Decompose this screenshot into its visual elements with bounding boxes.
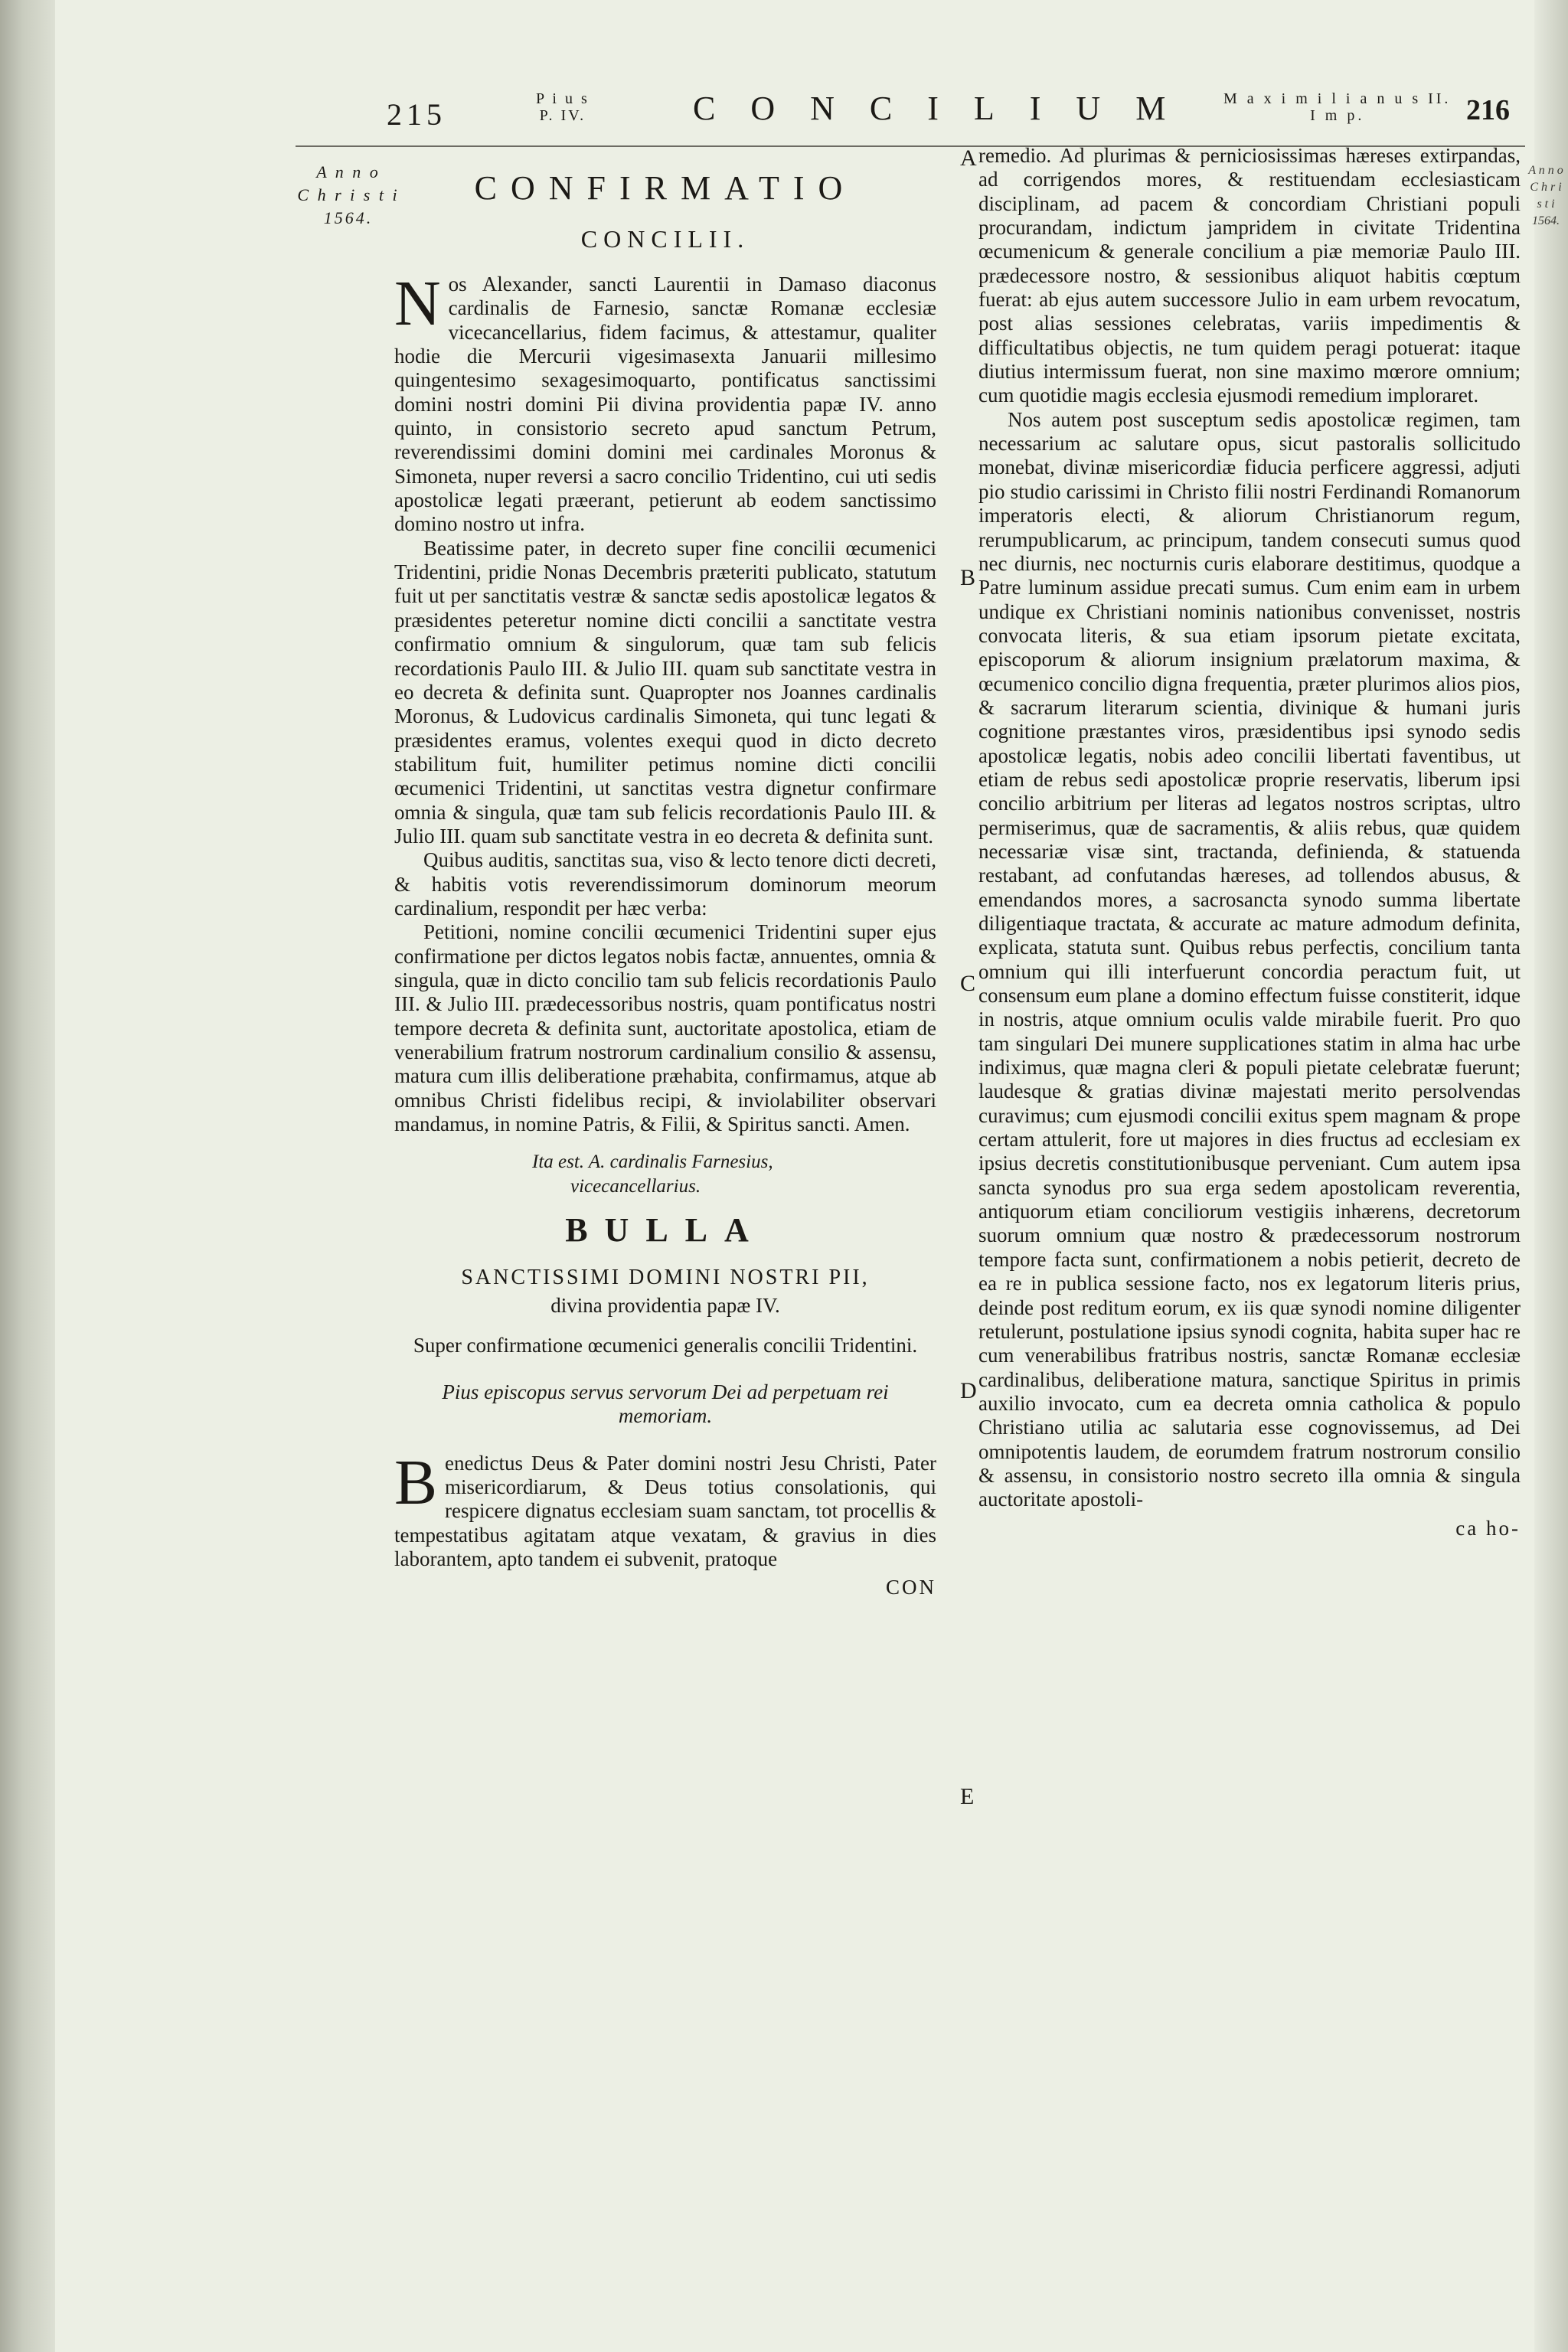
- drop-cap: B: [394, 1446, 438, 1518]
- right-column: [978, 144, 1521, 1540]
- pope-label-line2: P. IV.: [539, 107, 586, 124]
- anno-left-line2: C h r i s t i: [297, 185, 400, 204]
- page-edge: [1534, 0, 1568, 2352]
- pope-label: [536, 90, 590, 124]
- catchword: ca ho-: [1455, 1516, 1521, 1540]
- anno-left-line3: 1564.: [323, 208, 374, 227]
- paragraph: Petitioni, nomine concilii œcumenici Tridentini super ejus confirmatione per dictos legatos nobis factæ, annuentes, omnia & singula, quæ in dicto concilio tam sub felicis recordationis Paulo III. & Julio III. prædecessoribus nostris, quam pontificatus nostri tempore decreta & definita sunt, auctoritate apostolica, etiam de venerabilium fratrum nostrorum cardinalium consilio & assensu, matura cum illis deliberatione præhabita, confirmamus, atque ab omnibus Christi fidelibus recipi, & inviolabiliter observari mandamus, in nomine Patris, & Filii, & Spiritus sancti. Amen.: [394, 920, 936, 1136]
- page-number-left: 215: [387, 97, 446, 132]
- emperor-label-line1: M a x i m i l i a n u s II.: [1223, 90, 1452, 107]
- margin-letter-a: A: [960, 145, 977, 171]
- paragraph: remedio. Ad plurimas & perniciosissimas hæreses extirpandas, ad corrigendos mores, & restituendam ecclesiasticam disciplinam, ad pacem & concordiam Christiani populi procurandam, indictum jampridem in civitate Tridentina œcumenicum & generale concilium a piæ memoriæ Paulo III. prædecessore nostro, & sessionibus aliquot habitis cœptum fuerat: ab ejus autem successore Julio in eam urbem revocatum, post alias sessiones celebratas, variis impedimentis & difficultatibus objectis, ne tum quidem peragi potuerat: itaque diutius intermissum fuerat, non sine maximo mœrore omnium; cum quotidie magis ecclesia ejusmodi remedium imploraret.: [978, 144, 1521, 407]
- running-title: CONCILIUM: [693, 90, 1201, 127]
- catchword: CON: [885, 1576, 936, 1599]
- heading-confirmatio: CONFIRMATIO: [474, 169, 857, 207]
- drop-cap: N: [394, 268, 441, 339]
- paragraph: [394, 1446, 936, 1572]
- margin-letter-b: B: [960, 565, 976, 590]
- paragraph: Quibus auditis, sanctitas sua, viso & lecto tenore dicti decreti, & habitis votis reverendissimorum dominorum meorum cardinalium, respondit per hæc verba:: [394, 848, 936, 920]
- bulla-title-2: divina providentia papæ IV.: [550, 1294, 780, 1318]
- paragraph-text: enedictus Deus & Pater domini nostri Jesu Christi, Pater misericordiarum, & Deus totius consolationis, qui respicere dignatus ecclesiam suam sanctam, tot procellis & tempestatibus agitatam atque vexatam, & gravius in dies laborantem, apto tandem ei subvenit, pratoque: [394, 1451, 936, 1571]
- signature-line-2: vicecancellarius.: [570, 1175, 701, 1197]
- margin-letter-e: E: [960, 1784, 975, 1809]
- anno-right-line1: A n n o: [1528, 164, 1563, 177]
- left-column: [394, 144, 936, 1600]
- anno-right-line3: 1564.: [1532, 214, 1560, 227]
- book-gutter: [0, 0, 55, 2352]
- margin-letter-c: C: [960, 971, 976, 996]
- anno-right-line2: C h r i s t i: [1530, 181, 1562, 211]
- anno-left: [291, 161, 406, 230]
- anno-left-line1: A n n o: [316, 162, 381, 181]
- bulla-incipit: Pius episcopus servus servorum Dei ad perpetuam rei memoriam.: [442, 1380, 889, 1428]
- emperor-label-line2: I m p.: [1310, 107, 1365, 124]
- heading-concilii: CONCILII.: [580, 225, 750, 253]
- heading-bulla: BULLA: [565, 1211, 766, 1250]
- emperor-label: [1223, 90, 1451, 124]
- margin-letter-d: D: [960, 1378, 977, 1403]
- paragraph: Beatissime pater, in decreto super fine concilii œcumenici Tridentini, pridie Nonas Decembris præteriti publicato, statutum fuit ut per sanctitatis vestræ & sanctæ sedis apostolicæ legatos & præsidentes peteretur nomine dicti concilii a sanctitate vestra confirmatio omnium & singulorum, quæ tam sub felicis recordationis Paulo III. & Julio III. quam sub sanctitate vestra in eo decreta & definita sunt. Quapropter nos Joannes cardinalis Moronus, & Ludovicus cardinalis Simoneta, qui tunc legati & præsidentes eramus, volentes exequi quod in dicto decreto stabilitum fuit, humiliter petimus nomine dicti concilii œcumenici Tridentini, ut sanctitas vestra dignetur confirmare omnia & singula, quæ tam sub felicis recordationis Paulo III. & Julio III. quam sub sanctitate vestra in eo decreta & definita sunt.: [394, 536, 936, 848]
- paragraph: [394, 268, 936, 537]
- pope-label-line1: P i u s: [536, 90, 590, 107]
- anno-right: [1527, 162, 1564, 230]
- bulla-title-1: SANCTISSIMI DOMINI NOSTRI PII,: [461, 1266, 870, 1290]
- page-number-right: 216: [1466, 94, 1510, 126]
- paragraph: Nos autem post susceptum sedis apostolicæ regimen, tam necessarium ac salutare opus, sicut pastoralis sollicitudo monebat, divinæ misericordiæ fiducia perficere aggressi, adjuti pio studio carissimi in Christo filii nostri Ferdinandi Romanorum imperatoris electi, & aliorum Christianorum regum, rerumpublicarum, ac principum, tandem consecuti sumus quod nec diurnis, nec nocturnis curis elaborare destitimus, quodque a Patre luminum assidue precati sumus. Cum enim eam in urbem undique ex Christiani nominis nationibus convenisset, nostris convocata literis, & sua etiam ipsorum pietate excitata, episcoporum & aliorum insignium prælatorum maxima, & œcumenico concilio digna frequentia, præter plurimos alios pios, & sacrarum literarum scientia, divinique & humani juris cognitione præstantes viros, præsidentibus ipsi synodo sedis apostolicæ legatis, nobis adeo concilii libertati faventibus, ut etiam de rebus sedi apostolicæ proprie reservatis, liberum ipsi concilio arbitrium per literas ad legatos nostros scriptas, ultro permiserimus, quæ de sacramentis, & aliis rebus, quæ quidem necessariæ visæ sint, tractanda, definienda, & statuenda restabant, ad confutandas hæreses, ad tollendos abusus, & emendandos mores, a sacrosancta synodo summa libertate diligentiaque tractata, & accurate ac mature admodum definita, explicata, statuta sunt. Quibus rebus perfectis, concilium tanta omnium qui illi interfuerunt concordia peractum fuit, ut consensum eum plane a domino effectum fuisse constiterit, idque in nostris, atque omnium oculis valde mirabile fuerit. Pro quo tam singulari Dei munere supplicationes statim in alma hac urbe indiximus, quæ magna cleri & populi pietate celebratæ fuerunt; laudesque & gratias divinæ majestati merito persolvendas curavimus; cum ejusmodi concilii exitus spem magnam & prope certam attulerit, fore ut majores in dies fructus ad ecclesiam ex ipsius decretis constitutionibusque perveniant. Cum autem ipsa sancta synodus pro sua erga sedem apostolicam reverentia, antiquorum etiam conciliorum vestigiis inhærens, decretorum suorum omnium quæ nostro & prædecessorum nostrorum tempore facta sunt, confirmationem a nobis petierit, decreto de ea re in publica sessione facto, nos ex legatorum literis prius, deinde post reditum eorum, ex iis quæ synodi nomine diligenter retulerunt, postulatione ipsius synodi cognita, habita super hac re cum venerabilibus fratribus nostris, sanctæ Romanæ ecclesiæ cardinalibus, deliberatione matura, sanctique Spiritus in primis auxilio invocato, cum ea decreta omnia catholica & populo Christiano utilia ac salutaria esse cognovissemus, ad Dei omnipotentis laudem, de eorumdem fratrum nostrorum consilio & assensu, in consistorio nostro secreto illa omnia & singula auctoritate apostoli-: [978, 407, 1521, 1511]
- bulla-subject: Super confirmatione œcumenici generalis concilii Tridentini.: [413, 1334, 918, 1357]
- running-head: [0, 86, 1568, 132]
- paragraph-text: os Alexander, sancti Laurentii in Damaso diaconus cardinalis de Farnesio, sanctæ Romanæ ecclesiæ vicecancellarius, fidem facimus, & attestamur, qualiter hodie die Mercurii vigesimasexta Januarii millesimo quingentesimo sexagesimoquarto, pontificatus sanctissimi domini nostri domini Pii divina providentia papæ IV. anno quinto, in consistorio secreto apud sanctum Petrum, reverendissimi domini domini mei cardinales Moronus & Simoneta, nuper reversi a sacro concilio Tridentino, cui uti sedis apostolicæ legati præerant, petierunt ab eodem sanctissimo domino nostro ut infra.: [394, 273, 936, 536]
- signature-line-1: Ita est. A. cardinalis Farnesius,: [532, 1152, 773, 1173]
